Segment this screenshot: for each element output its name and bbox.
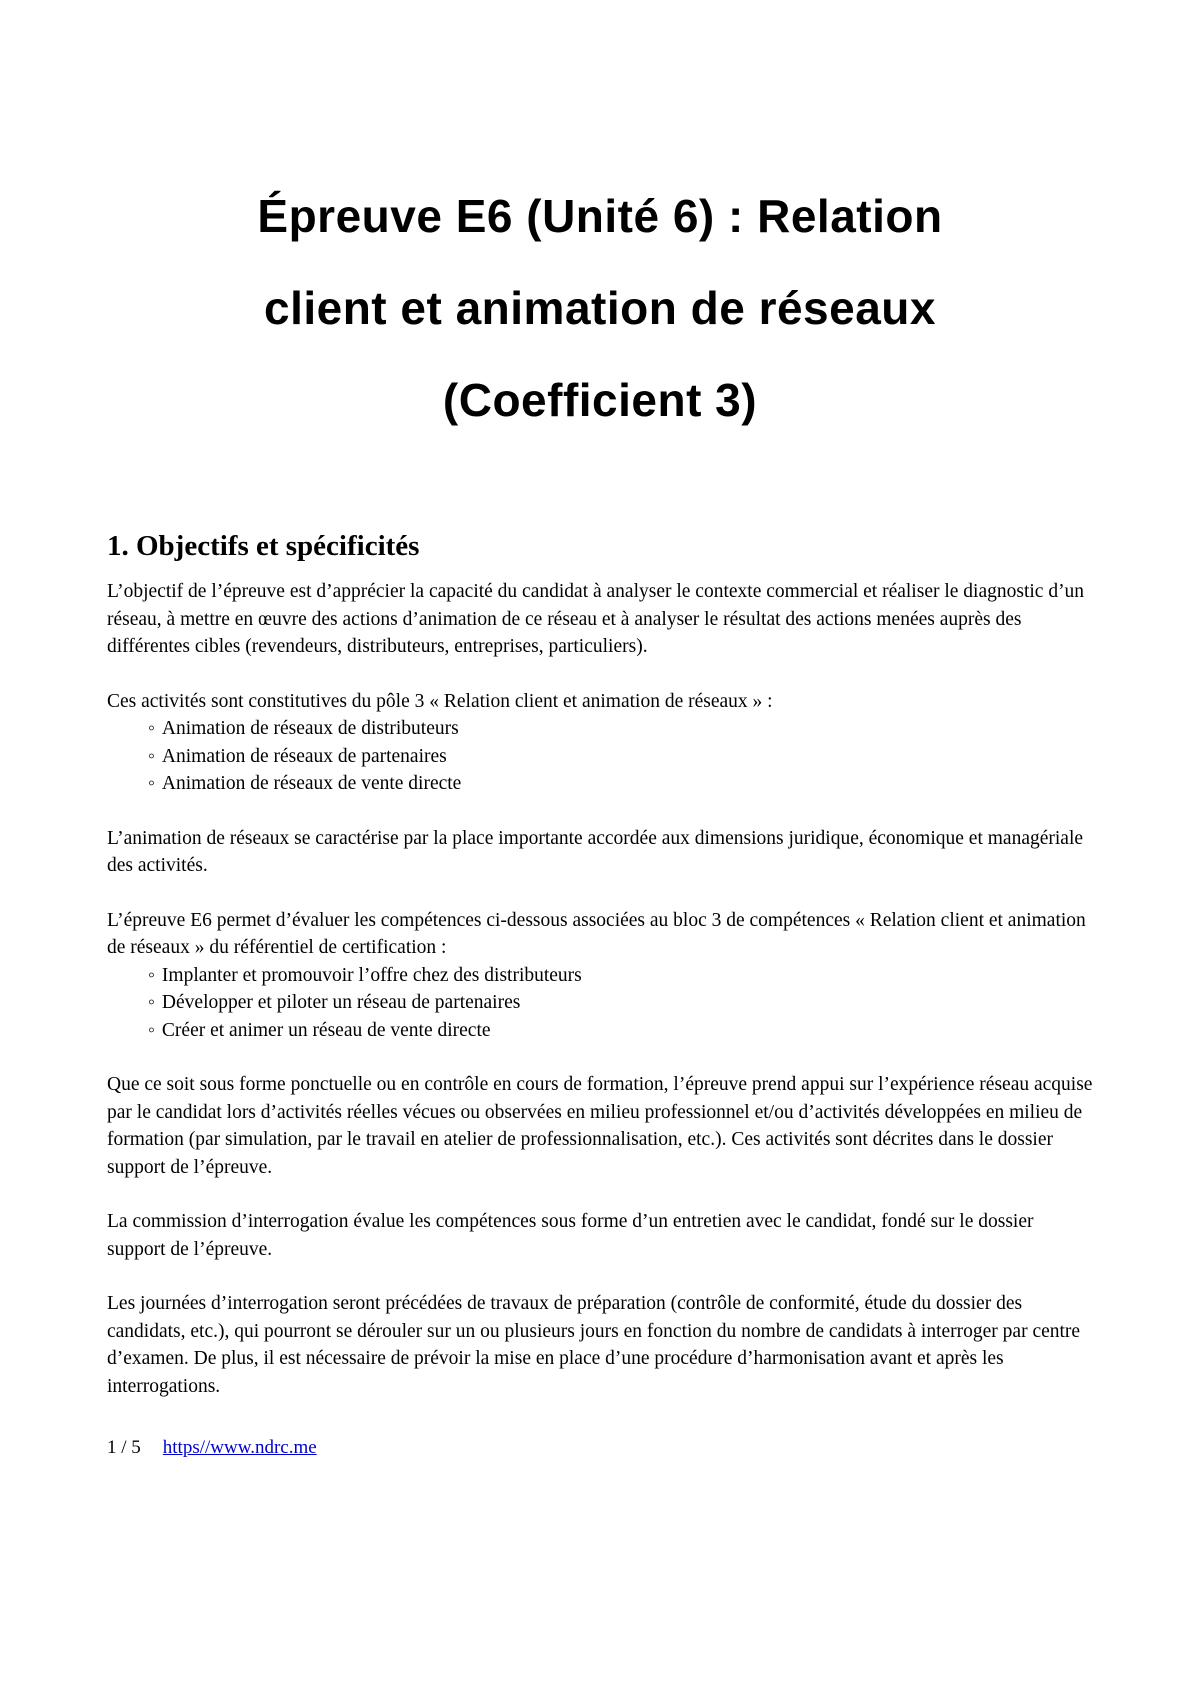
paragraph: Ces activités sont constitutives du pôle 3 « Relation client et animation de réseaux » : bbox=[107, 690, 773, 712]
bullet-item bbox=[148, 962, 1093, 990]
bullet-marker-icon: ◦ bbox=[148, 964, 155, 986]
section-heading: 1. Objectifs et spécificités bbox=[107, 530, 420, 562]
bullet-list bbox=[107, 715, 1093, 798]
bullet-item bbox=[148, 770, 1093, 798]
paragraph: Les journées d’interrogation seront précédées de travaux de préparation (contrôle de conformité, étude du dossier des candidats, etc.), qui pourront se dérouler sur un ou plusieurs jours en fonction du nombre de candidats à interroger par centre d’examen. De plus, il est nécessaire de prévoir la mise en place d’une procédure d’harmonisation avant et après les interrogations. bbox=[107, 1293, 1081, 1397]
bullet-marker-icon: ◦ bbox=[148, 718, 155, 739]
bullet-item bbox=[148, 989, 1093, 1017]
document-title bbox=[107, 170, 1093, 446]
bullet-item-text: Animation de réseaux de distributeurs bbox=[161, 718, 459, 739]
page-number-indicator: 1 / 5 bbox=[107, 1437, 141, 1458]
page-footer bbox=[107, 1436, 317, 1460]
bullet-item bbox=[148, 743, 1093, 771]
paragraph: L’épreuve E6 permet d’évaluer les compétences ci-dessous associées au bloc 3 de compétences « Relation client et animation de réseaux » du référentiel de certification : bbox=[107, 909, 1086, 958]
footer-link[interactable]: https//www.ndrc.me bbox=[162, 1437, 317, 1458]
bullet-item bbox=[148, 1017, 1093, 1045]
bullet-marker-icon: ◦ bbox=[148, 745, 155, 767]
bullet-item-text: Développer et piloter un réseau de partenaires bbox=[161, 992, 521, 1013]
bullet-item-text: Animation de réseaux de partenaires bbox=[161, 745, 447, 767]
document-body bbox=[107, 578, 1093, 1400]
bullet-list bbox=[107, 962, 1093, 1045]
bullet-marker-icon: ◦ bbox=[148, 1019, 155, 1041]
paragraph: L’animation de réseaux se caractérise par la place importante accordée aux dimensions juridique, économique et managériale des activités. bbox=[107, 827, 1084, 876]
bullet-marker-icon: ◦ bbox=[148, 992, 155, 1013]
bullet-item-text: Animation de réseaux de vente directe bbox=[161, 773, 462, 794]
bullet-marker-icon: ◦ bbox=[148, 773, 155, 794]
document-title-line-2: client et animation de réseaux bbox=[263, 282, 936, 334]
paragraph: L’objectif de l’épreuve est d’apprécier la capacité du candidat à analyser le contexte commercial et réaliser le diagnostic d’un réseau, à mettre en œuvre des actions d’animation de ce réseau et à analyser le résultat des actions menées auprès des différentes cibles (revendeurs, distributeurs, entreprises, particuliers). bbox=[107, 581, 1085, 657]
document-title-line-3: (Coefficient 3) bbox=[442, 374, 758, 426]
paragraph: La commission d’interrogation évalue les compétences sous forme d’un entretien avec le candidat, fondé sur le dossier support de l’épreuve. bbox=[107, 1211, 1034, 1260]
bullet-item bbox=[148, 715, 1093, 743]
bullet-item-text: Implanter et promouvoir l’offre chez des distributeurs bbox=[161, 964, 582, 986]
paragraph: Que ce soit sous forme ponctuelle ou en contrôle en cours de formation, l’épreuve prend appui sur l’expérience réseau acquise par le candidat lors d’activités réelles vécues ou observées en milieu professionnel et/ou d’activités développées en milieu de formation (par simulation, par le travail en atelier de professionnalisation, etc.). Ces activités sont décrites dans le dossier support de l’épreuve. bbox=[107, 1074, 1093, 1178]
document-title-line-1: Épreuve E6 (Unité 6) : Relation bbox=[257, 190, 943, 242]
bullet-item-text: Créer et animer un réseau de vente directe bbox=[161, 1019, 491, 1041]
